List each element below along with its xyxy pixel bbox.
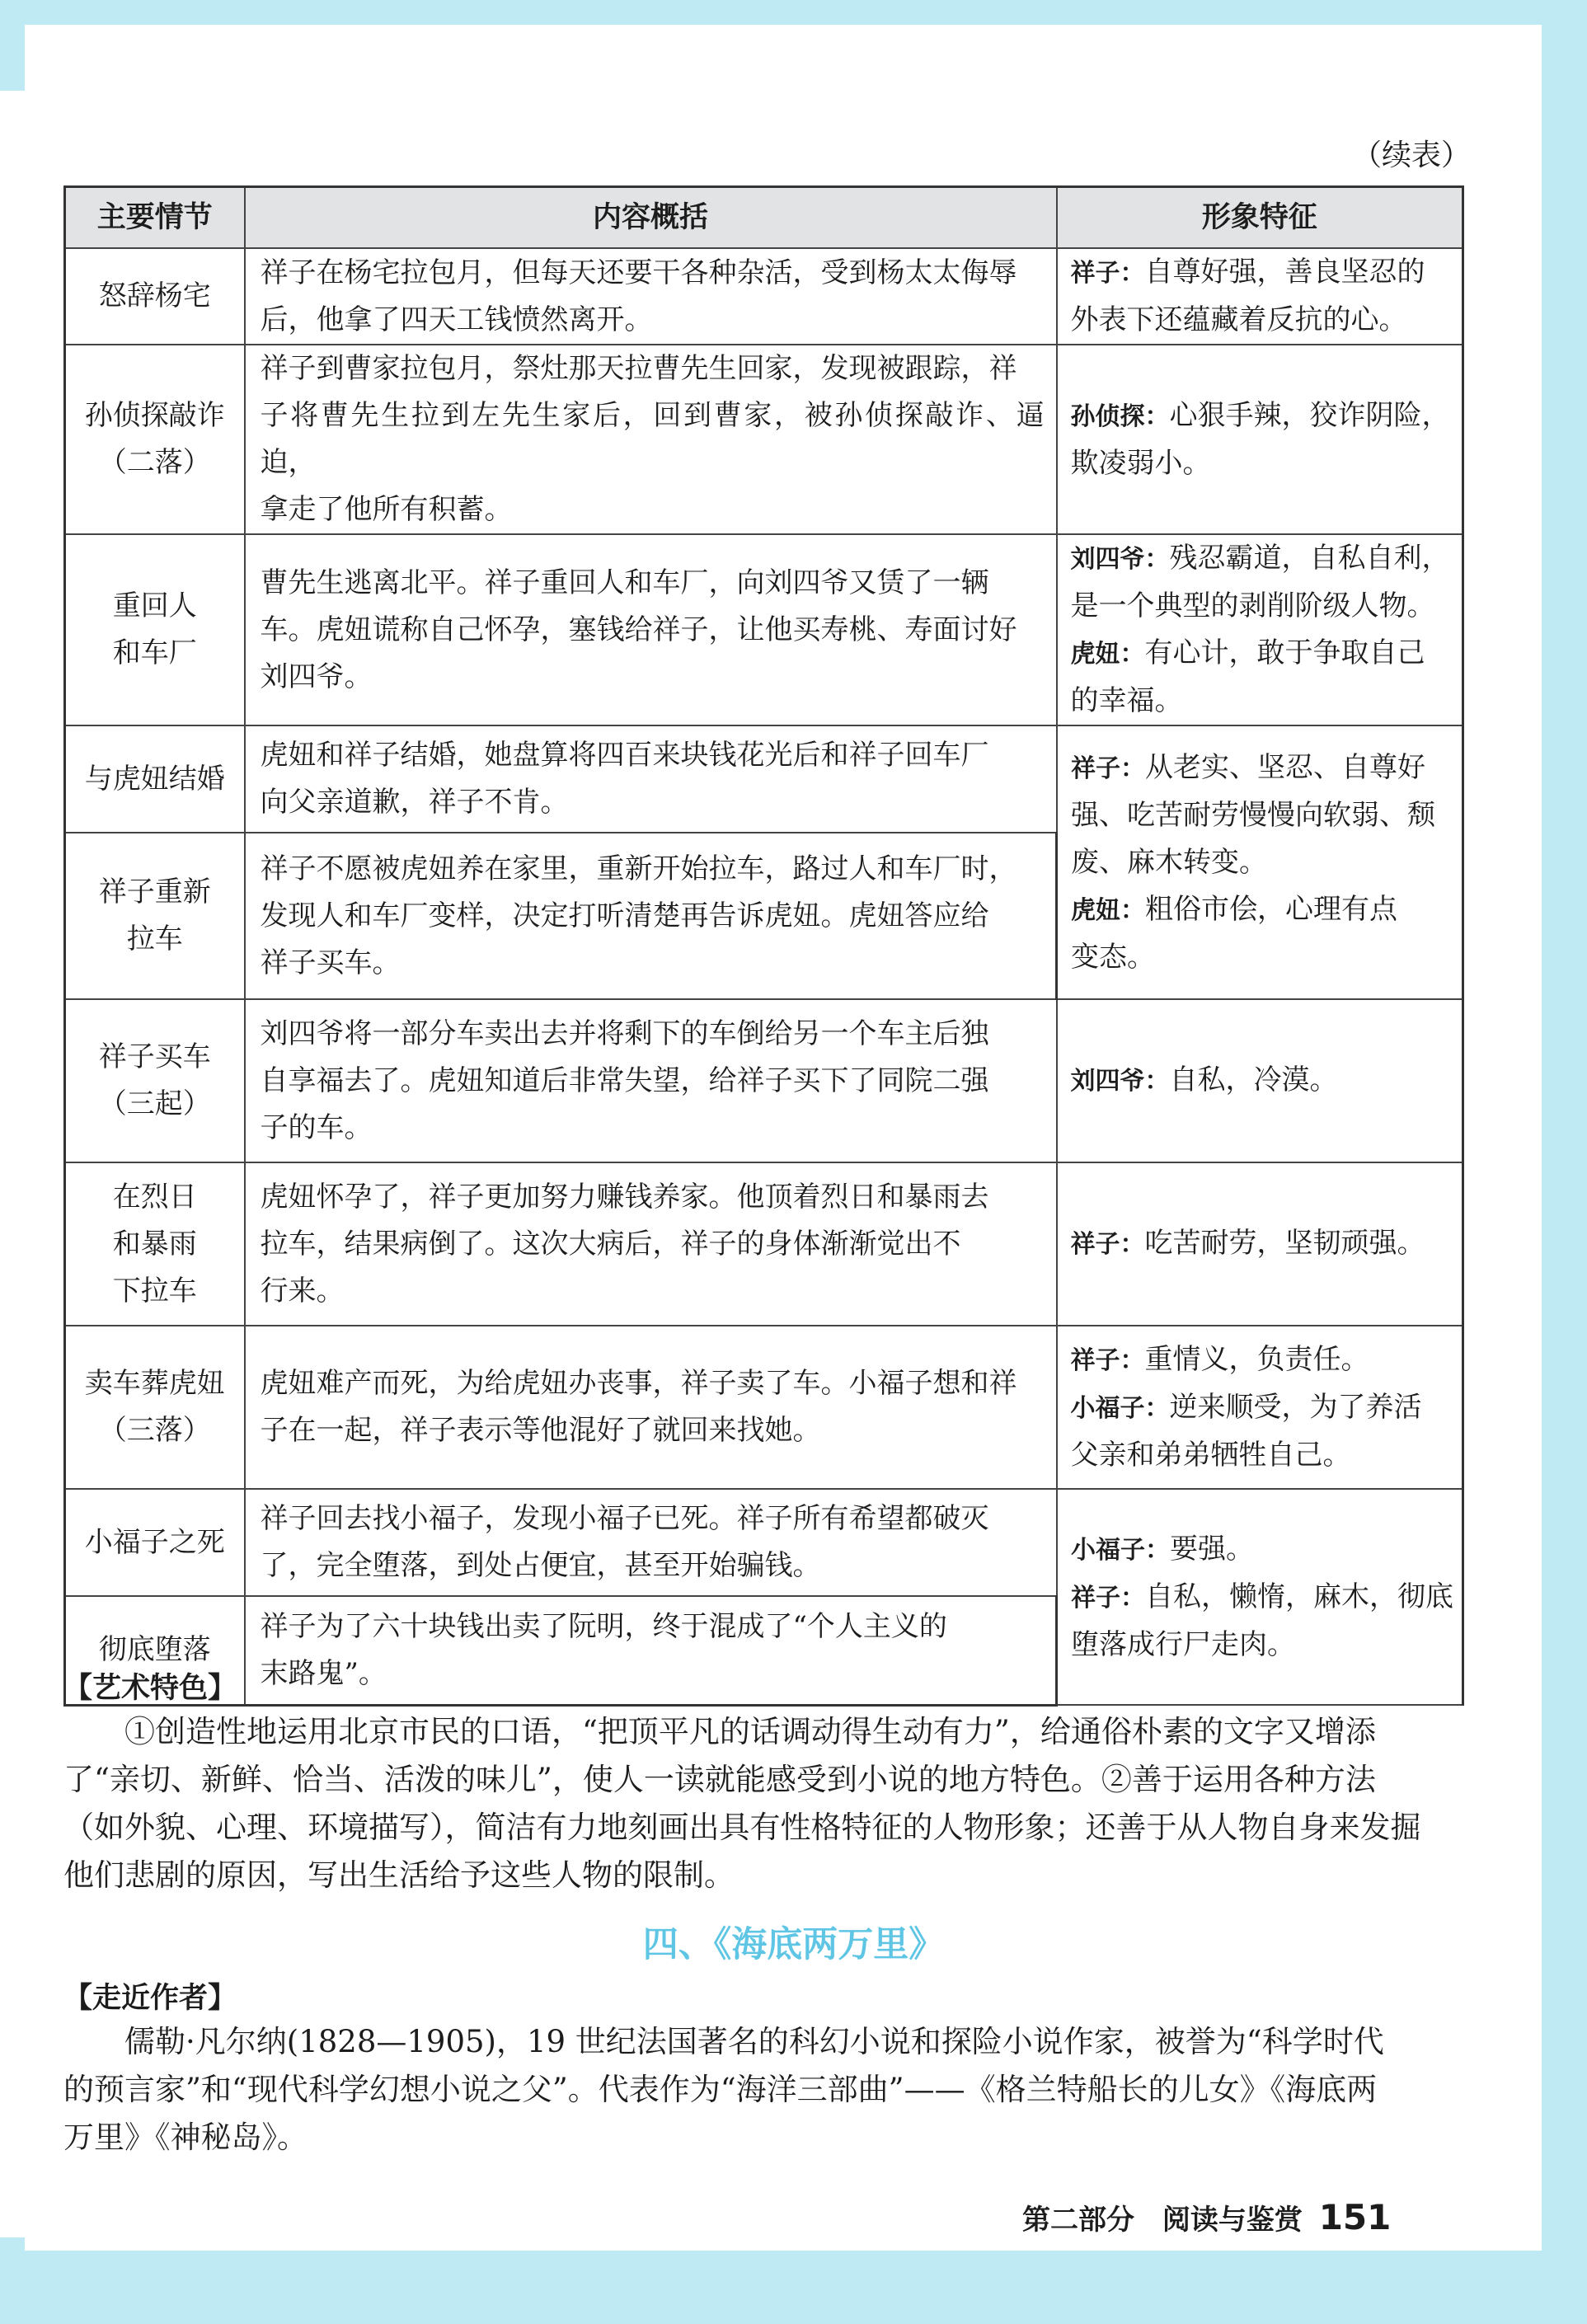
- right-color-band: [1542, 0, 1587, 2324]
- summary-cell: 祥子到曹家拉包月，祭灶那天拉曹先生回家，发现被跟踪，祥 子将曹先生拉到左先生家后，回到曹家，被孙侦探敲诈、逼迫， 拿走了他所有积蓄。: [245, 345, 1057, 534]
- footer-title: 阅读与鉴赏: [1162, 2204, 1303, 2237]
- page-number: 151: [1318, 2197, 1392, 2237]
- summary-cell: 祥子不愿被虎妞养在家里，重新开始拉车，路过人和车厂时， 发现人和车厂变样，决定打听清楚再告诉虎妞。虎妞答应给 祥子买车。: [245, 833, 1057, 999]
- traits-cell: 祥子：重情义，负责任。 小福子：逆来顺受，为了养活 父亲和弟弟牺牲自己。: [1057, 1326, 1463, 1489]
- character-label: 虎妞：: [1071, 895, 1145, 925]
- character-label: 刘四爷：: [1070, 1067, 1170, 1096]
- summary-cell: 祥子回去找小福子，发现小福子已死。祥子所有希望都破灭 了，完全堕落，到处占便宜，甚至开始骗钱。: [245, 1489, 1057, 1596]
- column-header: 内容概括: [245, 187, 1057, 249]
- episode-cell: 怒辞杨宅: [65, 248, 245, 345]
- summary-cell: 虎妞难产而死，为给虎妞办丧事，祥子卖了车。小福子想和祥 子在一起，祥子表示等他混好了就回来找她。: [245, 1326, 1057, 1489]
- column-header: 主要情节: [65, 187, 245, 249]
- table-header-row: [65, 187, 1463, 249]
- character-label: 祥子：: [1071, 1583, 1145, 1613]
- character-label: 小福子：: [1071, 1535, 1170, 1565]
- summary-cell: 虎妞和祥子结婚，她盘算将四百来块钱花光后和祥子回车厂 向父亲道歉，祥子不肯。: [245, 725, 1057, 833]
- character-label: 虎妞：: [1070, 640, 1145, 669]
- art-features-heading: 【艺术特色】: [63, 1672, 237, 1705]
- section-title: 四、《海底两万里》: [642, 1924, 945, 1965]
- table-row: [65, 345, 1463, 534]
- episode-cell: 祥子重新 拉车: [65, 833, 245, 999]
- table-row: [65, 1326, 1463, 1489]
- table-row: [65, 534, 1463, 725]
- episode-cell: 重回人 和车厂: [65, 534, 245, 725]
- character-label: 祥子：: [1070, 259, 1145, 288]
- footer-part: 第二部分: [1022, 2204, 1134, 2237]
- character-label: 祥子：: [1071, 754, 1145, 783]
- art-features-paragraph: ①创造性地运用北京市民的口语，“把顶平凡的话调动得生动有力”，给通俗朴素的文字又增添 了“亲切、新鲜、恰当、活泼的味儿”，使人一读就能感受到小说的地方特色。②善于运用各种方法 （如外貌、心理、环境描写），简洁有力地刻画出具有性格特征的人物形象；还善于从人物自身来发掘 他们悲剧的原因，写出生活给予这些人物的限制。: [63, 1714, 1421, 1893]
- episode-cell: 小福子之死: [65, 1489, 245, 1596]
- table-row: [65, 248, 1463, 345]
- traits-cell: 小福子：要强。 祥子：自私，懒惰，麻木，彻底 堕落成行尸走肉。: [1057, 1489, 1463, 1705]
- traits-cell: 刘四爷：自私，冷漠。: [1057, 999, 1463, 1162]
- traits-cell: 刘四爷：残忍霸道，自私自利， 是一个典型的剥削阶级人物。 虎妞：有心计，敢于争取自己 的幸福。: [1057, 534, 1463, 725]
- summary-cell: 祥子在杨宅拉包月，但每天还要干各种杂活，受到杨太太侮辱 后，他拿了四天工钱愤然离开。: [245, 248, 1057, 345]
- character-label: 刘四爷：: [1070, 545, 1170, 574]
- character-label: 祥子：: [1070, 1345, 1145, 1375]
- continued-label: （续表）: [1352, 139, 1472, 172]
- episode-cell: 彻底堕落: [65, 1596, 245, 1705]
- traits-cell: 祥子：吃苦耐劳，坚韧顽强。: [1057, 1162, 1463, 1326]
- episode-cell: 在烈日 和暴雨 下拉车: [65, 1162, 245, 1326]
- column-header: 形象特征: [1057, 187, 1463, 249]
- plot-table: [63, 185, 1464, 1707]
- character-label: 小福子：: [1070, 1393, 1170, 1423]
- character-label: 孙侦探：: [1070, 401, 1170, 431]
- table-row: [65, 1489, 1463, 1596]
- traits-cell: 祥子：从老实、坚忍、自尊好 强、吃苦耐劳慢慢向软弱、颓 废、麻木转变。 虎妞：粗俗市侩，心理有点 变态。: [1057, 725, 1463, 999]
- episode-cell: 孙侦探敲诈 （二落）: [65, 345, 245, 534]
- summary-cell: 虎妞怀孕了，祥子更加努力赚钱养家。他顶着烈日和暴雨去 拉车，结果病倒了。这次大病后，祥子的身体渐渐觉出不 行来。: [245, 1162, 1057, 1326]
- summary-cell: 曹先生逃离北平。祥子重回人和车厂，向刘四爷又赁了一辆 车。虎妞谎称自己怀孕，塞钱给祥子，让他买寿桃、寿面讨好 刘四爷。: [245, 534, 1057, 725]
- character-label: 祥子：: [1070, 1230, 1145, 1259]
- summary-cell: 祥子为了六十块钱出卖了阮明，终于混成了“个人主义的 末路鬼”。: [245, 1596, 1057, 1705]
- episode-cell: 祥子买车 （三起）: [65, 999, 245, 1162]
- table-row: [65, 999, 1463, 1162]
- author-paragraph: 儒勒·凡尔纳(1828—1905)，19 世纪法国著名的科幻小说和探险小说作家，被誉为“科学时代 的预言家”和“现代科学幻想小说之父”。代表作为“海洋三部曲”——《格兰特船长的儿女》《海底两 万里》《神秘岛》。: [63, 2024, 1384, 2155]
- episode-cell: 卖车葬虎妞 （三落）: [65, 1326, 245, 1489]
- summary-cell: 刘四爷将一部分车卖出去并将剩下的车倒给另一个车主后独 自享福去了。虎妞知道后非常失望，给祥子买下了同院二强 子的车。: [245, 999, 1057, 1162]
- traits-cell: 祥子：自尊好强，善良坚忍的 外表下还蕴藏着反抗的心。: [1057, 248, 1463, 345]
- traits-cell: 孙侦探：心狠手辣，狡诈阴险， 欺凌弱小。: [1057, 345, 1463, 534]
- table-row: [65, 725, 1463, 833]
- author-heading: 【走近作者】: [63, 1982, 237, 2015]
- episode-cell: 与虎妞结婚: [65, 725, 245, 833]
- page-footer: [1022, 2197, 1391, 2237]
- table-row: [65, 1162, 1463, 1326]
